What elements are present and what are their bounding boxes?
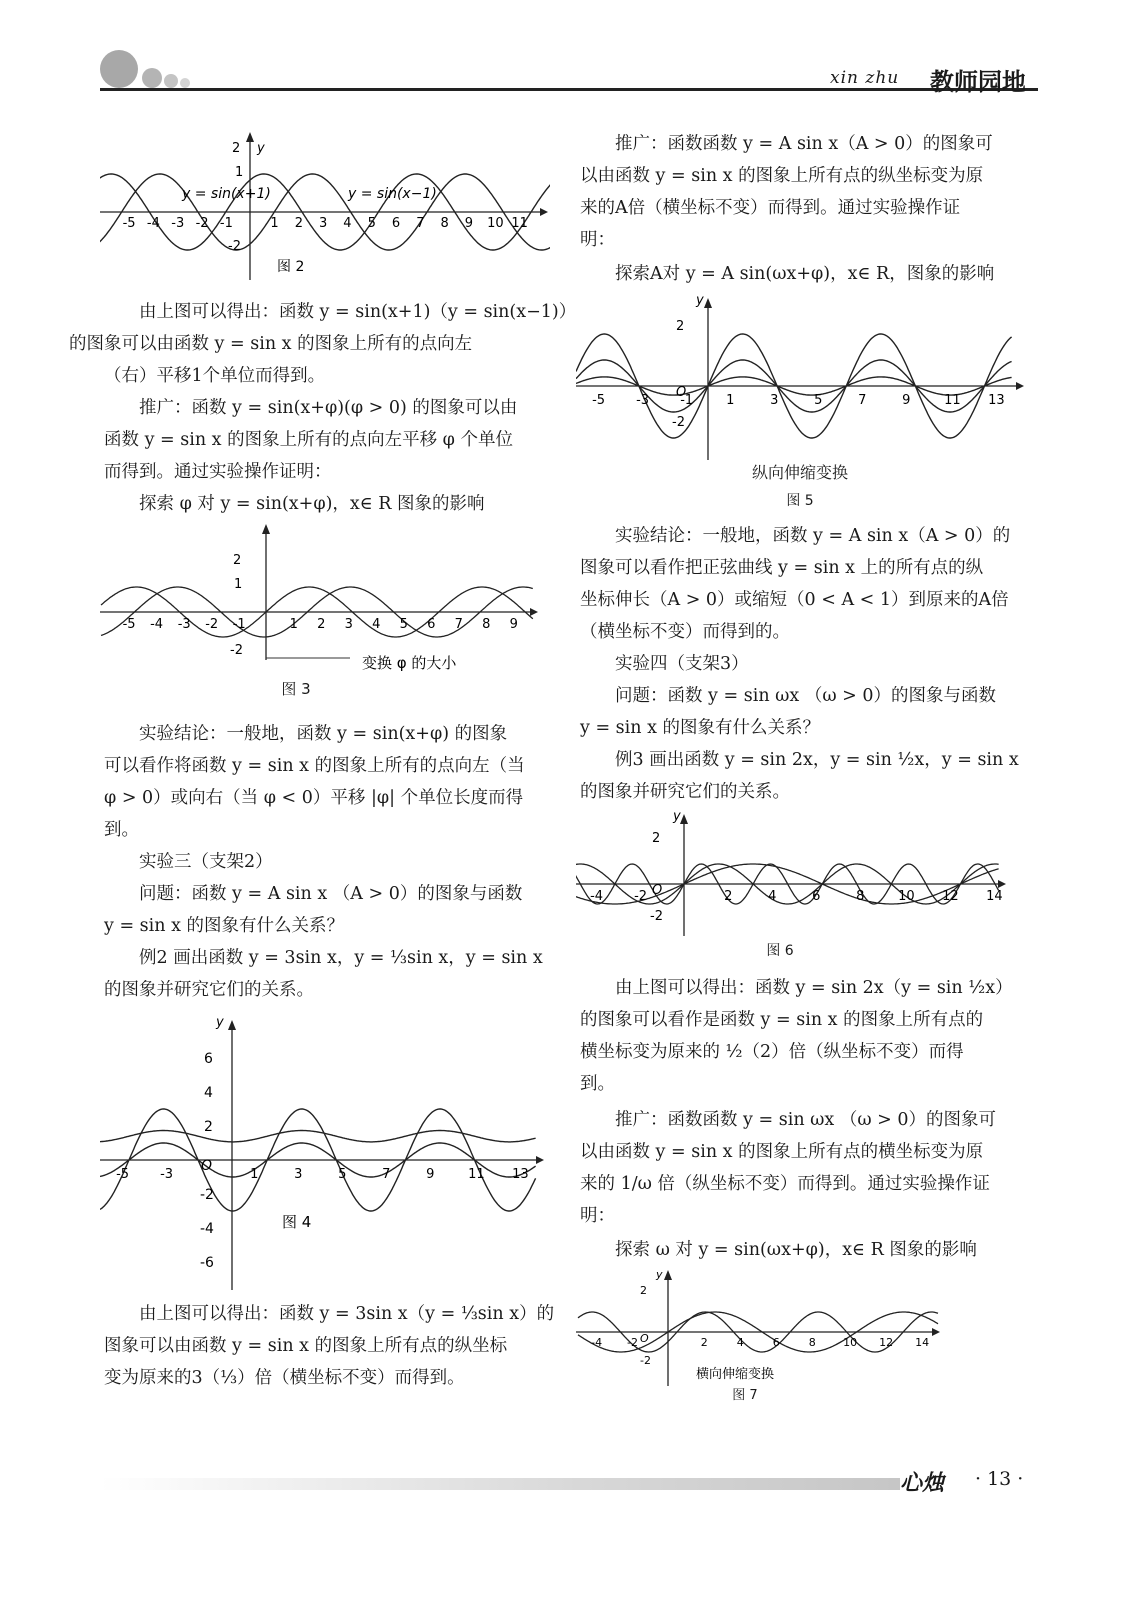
x-tick-label: 9: [902, 393, 911, 408]
x-tick-label: -1: [232, 617, 246, 632]
paragraph-left-1: 由上图可以得出：函数 y = sin(x+1)（y = sin(x−1)） 的图象可以由函数 y = sin x 的图象上所有的点向左 （右）平移1个单位而得到。: [69, 302, 577, 386]
footer-bar: [100, 1478, 900, 1490]
x-tick-label: 12: [942, 889, 959, 904]
y-tick-label: -2: [230, 643, 243, 658]
y-tick-label: 1: [235, 165, 244, 180]
paragraph-left-7: 例2 画出函数 y = 3sin x，y = ⅓sin x，y = sin x 的图象并研究它们的关系。: [104, 948, 543, 1000]
x-tick-label: 7: [382, 1167, 391, 1182]
figure-6: [576, 808, 1036, 938]
x-tick-label: 11: [511, 216, 528, 231]
figure-4: [100, 1012, 550, 1292]
paragraph-left-5: 实验三（支架2）: [139, 852, 273, 872]
x-tick-label: 5: [338, 1167, 347, 1182]
x-tick-label: -1: [680, 393, 694, 408]
x-tick-label: 3: [344, 617, 353, 632]
figure-caption: 图 6: [766, 943, 794, 959]
x-tick-label: 8: [808, 1336, 816, 1349]
x-tick-label: -2: [195, 216, 209, 231]
x-tick-label: -2: [627, 1336, 638, 1349]
figure-caption: 图 4: [282, 1213, 312, 1231]
x-tick-label: 10: [843, 1336, 858, 1349]
paragraph-right-2: 探索A对 y = A sin(ωx+φ)，x∈ R，图象的影响: [615, 264, 995, 284]
x-tick-label: 7: [454, 617, 463, 632]
header-decoration-circle: [164, 74, 178, 88]
paragraph-left-6: 问题：函数 y = A sin x （A > 0）的图象与函数 y = sin x 的图象有什么关系？: [104, 884, 523, 936]
journal-name: 心烛: [900, 1470, 945, 1496]
paragraph-right-4: 实验四（支架3）: [615, 654, 749, 674]
y-tick-label: -2: [672, 415, 685, 430]
x-tick-label: 1: [270, 216, 279, 231]
x-tick-label: 1: [250, 1167, 259, 1182]
y-tick-label: -2: [640, 1354, 651, 1367]
paragraph-right-6: 例3 画出函数 y = sin 2x，y = sin ½x，y = sin x 的图象并研究它们的关系。: [580, 750, 1019, 802]
paragraph-left-8: 由上图可以得出：函数 y = 3sin x（y = ⅓sin x）的 图象可以由函数 y = sin x 的图象上所有点的纵坐标 变为原来的3（⅓）倍（横坐标不变）而得到。: [104, 1304, 555, 1388]
x-tick-label: 12: [879, 1336, 894, 1349]
y-tick-label: -2: [650, 909, 663, 924]
header-rule: [100, 88, 1038, 91]
x-tick-label: 14: [986, 889, 1003, 904]
x-tick-label: 10: [487, 216, 504, 231]
paragraph-right-9: 探索 ω 对 y = sin(ωx+φ)，x∈ R 图象的影响: [615, 1240, 977, 1260]
x-tick-label: -2: [205, 617, 219, 632]
curve-label: y = sin(x+1): [182, 186, 271, 202]
x-tick-label: 11: [944, 393, 961, 408]
x-tick-label: 3: [770, 393, 779, 408]
figure-sublabel: 横向伸缩变换: [696, 1367, 775, 1382]
y-tick-label: 4: [204, 1085, 213, 1101]
y-tick-label: 2: [640, 1284, 647, 1297]
figure-5: [576, 290, 1036, 460]
x-tick-label: 6: [772, 1336, 780, 1349]
x-tick-label: 7: [858, 393, 867, 408]
x-tick-label: 13: [988, 393, 1005, 408]
paragraph-right-3: 实验结论：一般地，函数 y = A sin x（A > 0）的 图象可以看作把正弦曲线 y = sin x 上的所有点的纵 坐标伸长（A > 0）或缩短（0 < A < 1）到原来的A倍 （横坐标不变）而得到的。: [580, 526, 1011, 642]
figure-7: [576, 1268, 1036, 1388]
x-tick-label: 2: [700, 1336, 708, 1349]
figure-2: [100, 130, 550, 285]
origin-label: O: [652, 883, 663, 898]
y-axis-label: y: [656, 1268, 663, 1281]
x-tick-label: 4: [736, 1336, 744, 1349]
x-tick-label: 9: [509, 617, 518, 632]
x-tick-label: 3: [294, 1167, 303, 1182]
x-tick-label: 1: [289, 617, 298, 632]
x-tick-label: 3: [319, 216, 328, 231]
x-tick-label: -5: [122, 617, 136, 632]
paragraph-right-1: 推广：函数函数 y = A sin x（A > 0）的图象可 以由函数 y = sin x 的图象上所有点的纵坐标变为原 来的A倍（横坐标不变）而得到。通过实验操作证 明：: [580, 134, 993, 250]
header-decoration-circle: [142, 68, 162, 88]
y-tick-label: -6: [200, 1255, 214, 1271]
figure-caption: 图 5: [786, 493, 814, 509]
y-tick-label: -4: [200, 1221, 214, 1237]
x-tick-label: 11: [468, 1167, 485, 1182]
x-tick-label: 9: [464, 216, 474, 231]
x-tick-label: -4: [146, 216, 160, 231]
x-tick-label: -3: [177, 617, 191, 632]
y-tick-label: 2: [652, 831, 661, 846]
x-tick-label: -4: [590, 889, 604, 904]
x-tick-label: -2: [634, 889, 648, 904]
figure-sublabel: 纵向伸缩变换: [751, 463, 848, 482]
x-tick-label: -1: [219, 216, 233, 231]
x-tick-label: 8: [440, 216, 449, 231]
origin-label: O: [201, 1158, 213, 1174]
x-tick-label: 2: [724, 889, 733, 904]
x-tick-label: -3: [171, 216, 185, 231]
paragraph-left-4: 实验结论：一般地，函数 y = sin(x+φ) 的图象 可以看作将函数 y = sin x 的图象上所有的点向左（当 φ > 0）或向右（当 φ < 0）平移 |φ| 个单位长度而得 到。: [104, 724, 525, 840]
paragraph-right-7: 由上图可以得出：函数 y = sin 2x（y = sin ½x） 的图象可以看作是函数 y = sin x 的图象上所有点的 横坐标变为原来的 ½（2）倍（纵坐标不变）而得 到。: [580, 978, 1013, 1094]
page-number: · 13 ·: [975, 1468, 1024, 1490]
x-tick-label: 1: [726, 393, 735, 408]
y-tick-label: 2: [232, 141, 241, 156]
curve-label: y = sin(x−1): [348, 186, 437, 202]
x-tick-label: 9: [426, 1167, 435, 1182]
y-tick-label: 1: [234, 577, 243, 592]
y-axis-label: y: [673, 809, 681, 824]
section-title: 教师园地: [930, 68, 1026, 96]
x-tick-label: 2: [317, 617, 326, 632]
x-tick-label: -5: [122, 216, 136, 231]
x-tick-label: 8: [482, 617, 491, 632]
x-tick-label: 4: [372, 617, 381, 632]
x-tick-label: 6: [391, 216, 401, 231]
slider-label: 变换 φ 的大小: [362, 654, 457, 672]
y-tick-label: 2: [204, 1119, 213, 1135]
y-tick-label: 2: [233, 553, 242, 568]
figure-caption: 图 7: [732, 1388, 758, 1403]
x-tick-label: 8: [856, 889, 865, 904]
x-tick-label: -3: [160, 1167, 174, 1182]
y-axis-label: y: [216, 1015, 224, 1030]
x-tick-label: 4: [343, 216, 352, 231]
x-tick-label: 10: [898, 889, 915, 904]
header-pinyin: xin zhu: [830, 68, 900, 88]
x-tick-label: 7: [416, 216, 425, 231]
figure-caption: 图 2: [277, 259, 305, 275]
x-tick-label: -5: [592, 393, 606, 408]
paragraph-right-8: 推广：函数函数 y = sin ωx （ω > 0）的图象可 以由函数 y = sin x 的图象上所有点的横坐标变为原 来的 1/ω 倍（纵坐标不变）而得到。通过实验操作证 明：: [580, 1110, 997, 1226]
x-tick-label: -5: [116, 1167, 130, 1182]
origin-label: O: [640, 1332, 649, 1345]
x-tick-label: 6: [812, 889, 821, 904]
y-tick-label: 6: [204, 1051, 213, 1067]
x-tick-label: 2: [294, 216, 303, 231]
paragraph-right-5: 问题：函数 y = sin ωx （ω > 0）的图象与函数 y = sin x 的图象有什么关系？: [580, 686, 997, 738]
y-axis-label: y: [696, 293, 704, 308]
x-tick-label: 4: [768, 889, 777, 904]
x-tick-label: 14: [915, 1336, 930, 1349]
x-tick-label: 6: [427, 617, 436, 632]
x-tick-label: 13: [512, 1167, 529, 1182]
origin-label: O: [676, 385, 687, 400]
paragraph-left-2: 推广：函数 y = sin(x+φ)(φ > 0) 的图象可以由 函数 y = sin x 的图象上所有的点向左平移 φ 个单位 而得到。通过实验操作证明：: [104, 398, 518, 482]
figure-3: [100, 522, 550, 672]
x-tick-label: 5: [814, 393, 823, 408]
y-axis-label: y: [257, 141, 265, 156]
figure-caption: 图 3: [281, 680, 311, 698]
header-decoration-circle-large: [100, 50, 138, 88]
y-tick-label: -2: [200, 1187, 214, 1203]
x-tick-label: 5: [399, 617, 408, 632]
header-decoration-circle: [180, 78, 190, 88]
x-tick-label: -3: [636, 393, 650, 408]
y-tick-label: -2: [228, 239, 241, 254]
x-tick-label: -4: [591, 1336, 603, 1349]
y-tick-label: 2: [676, 319, 685, 334]
x-tick-label: 5: [367, 216, 376, 231]
x-tick-label: -4: [150, 617, 164, 632]
paragraph-left-3: 探索 φ 对 y = sin(x+φ)，x∈ R 图象的影响: [139, 494, 485, 514]
